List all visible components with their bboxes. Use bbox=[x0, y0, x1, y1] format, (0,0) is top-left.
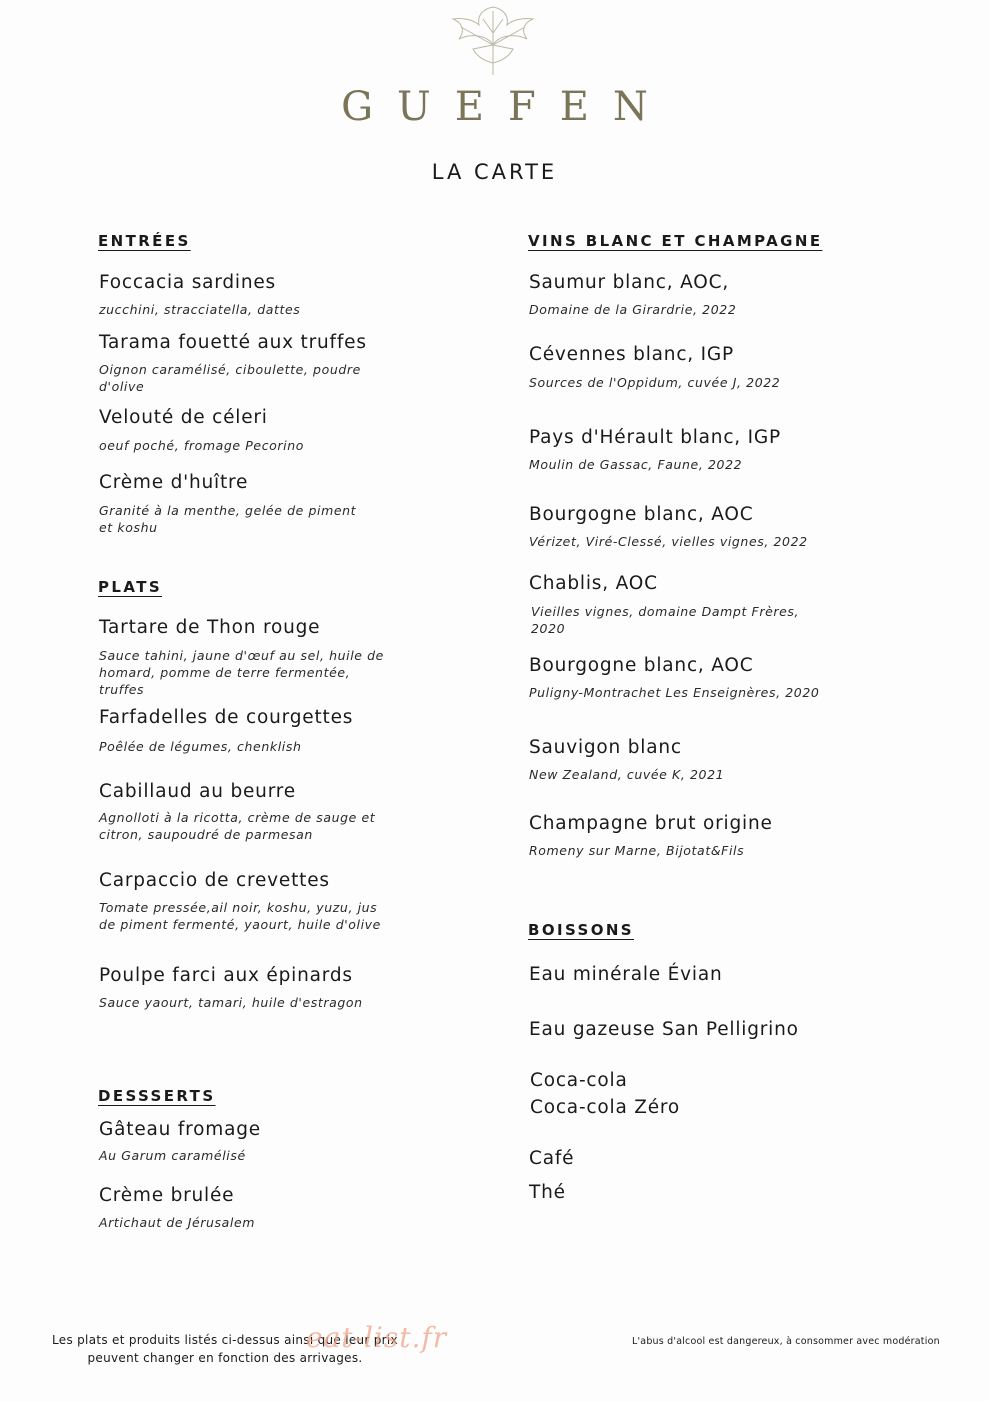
menu-item-name: Carpaccio de crevettes bbox=[99, 870, 330, 891]
menu-item-desc: New Zealand, cuvée K, 2021 bbox=[529, 767, 725, 782]
menu-item-name: Crème brulée bbox=[99, 1185, 235, 1206]
menu-item-desc: Sauce tahini, jaune d'œuf au sel, huile de homard, pomme de terre fermentée, truffes bbox=[99, 648, 384, 697]
menu-item-desc: Romeny sur Marne, Bijotat&Fils bbox=[529, 843, 745, 858]
menu-item-name: Bourgogne blanc, AOC bbox=[529, 504, 754, 525]
menu-item-desc: Artichaut de Jérusalem bbox=[99, 1215, 256, 1230]
menu-item-desc: oeuf poché, fromage Pecorino bbox=[99, 438, 305, 453]
menu-item-desc: Oignon caramélisé, ciboulette, poudre d'olive bbox=[99, 362, 361, 394]
menu-item-desc: Agnolloti à la ricotta, crème de sauge et citron, saupoudré de parmesan bbox=[99, 810, 376, 842]
menu-item-desc: Poêlée de légumes, chenklish bbox=[99, 739, 302, 754]
menu-item-desc: Vieilles vignes, domaine Dampt Frères, 2020 bbox=[531, 604, 800, 636]
menu-item-desc: Tomate pressée,ail noir, koshu, yuzu, jus de piment fermenté, yaourt, huile d'olive bbox=[99, 900, 381, 932]
grape-leaf-icon bbox=[447, 5, 539, 77]
menu-item-name: Poulpe farci aux épinards bbox=[99, 965, 353, 986]
watermark: eat-list.fr bbox=[306, 1321, 448, 1354]
menu-item-name: Velouté de céleri bbox=[99, 407, 268, 428]
drink-item: Eau gazeuse San Pelligrino bbox=[529, 1019, 799, 1040]
menu-item-name: Gâteau fromage bbox=[99, 1119, 261, 1140]
footer-note-line: Les plats et produits listés ci-dessus ainsi que leur prix bbox=[52, 1333, 398, 1347]
menu-item-desc: Moulin de Gassac, Faune, 2022 bbox=[529, 457, 743, 472]
menu-item-desc: Granité à la menthe, gelée de piment et koshu bbox=[99, 503, 357, 535]
menu-item-desc: Domaine de la Girardrie, 2022 bbox=[529, 302, 737, 317]
drink-item: Eau minérale Évian bbox=[529, 964, 723, 985]
menu-item-name: Bourgogne blanc, AOC bbox=[529, 655, 754, 676]
section-title-boissons: BOISSONS bbox=[528, 921, 635, 939]
drink-item: Café bbox=[529, 1148, 575, 1169]
menu-item-name: Cabillaud au beurre bbox=[99, 781, 296, 802]
drink-item: Coca-cola bbox=[530, 1070, 628, 1091]
section-title-plats: PLATS bbox=[98, 578, 163, 596]
menu-item-name: Chablis, AOC bbox=[529, 573, 658, 594]
section-title-entrees: ENTRÉES bbox=[98, 232, 191, 250]
brand-logo-text: GUEFEN bbox=[341, 84, 672, 130]
section-title-vins: VINS BLANC ET CHAMPAGNE bbox=[528, 232, 823, 250]
menu-item-name: Saumur blanc, AOC, bbox=[529, 272, 730, 293]
menu-item-name: Pays d'Hérault blanc, IGP bbox=[529, 427, 782, 448]
menu-item-name: Tarama fouetté aux truffes bbox=[99, 332, 367, 353]
menu-item-name: Tartare de Thon rouge bbox=[99, 617, 321, 638]
alcohol-warning: L'abus d'alcool est dangereux, à consommer avec modération bbox=[632, 1336, 940, 1347]
menu-item-name: Foccacia sardines bbox=[99, 272, 276, 293]
menu-item-desc: Vérizet, Viré-Clessé, vielles vignes, 2022 bbox=[529, 534, 808, 549]
menu-item-name: Crème d'huître bbox=[99, 472, 249, 493]
menu-item-name: Champagne brut origine bbox=[529, 813, 773, 834]
page-title: LA CARTE bbox=[431, 160, 558, 184]
menu-item-name: Farfadelles de courgettes bbox=[99, 707, 354, 728]
menu-item-desc: Au Garum caramélisé bbox=[99, 1148, 246, 1163]
menu-item-name: Cévennes blanc, IGP bbox=[529, 344, 735, 365]
menu-item-desc: zucchini, stracciatella, dattes bbox=[99, 302, 301, 317]
drink-item: Thé bbox=[529, 1182, 566, 1203]
menu-item-name: Sauvigon blanc bbox=[529, 737, 682, 758]
menu-item-desc: Puligny-Montrachet Les Enseignères, 2020 bbox=[529, 685, 820, 700]
menu-item-desc: Sources de l'Oppidum, cuvée J, 2022 bbox=[529, 375, 781, 390]
drink-item: Coca-cola Zéro bbox=[530, 1097, 681, 1118]
footer-note-line: peuvent changer en fonction des arrivages. bbox=[87, 1351, 363, 1365]
menu-item-desc: Sauce yaourt, tamari, huile d'estragon bbox=[99, 995, 363, 1010]
section-title-desserts: DESSSERTS bbox=[98, 1087, 216, 1105]
